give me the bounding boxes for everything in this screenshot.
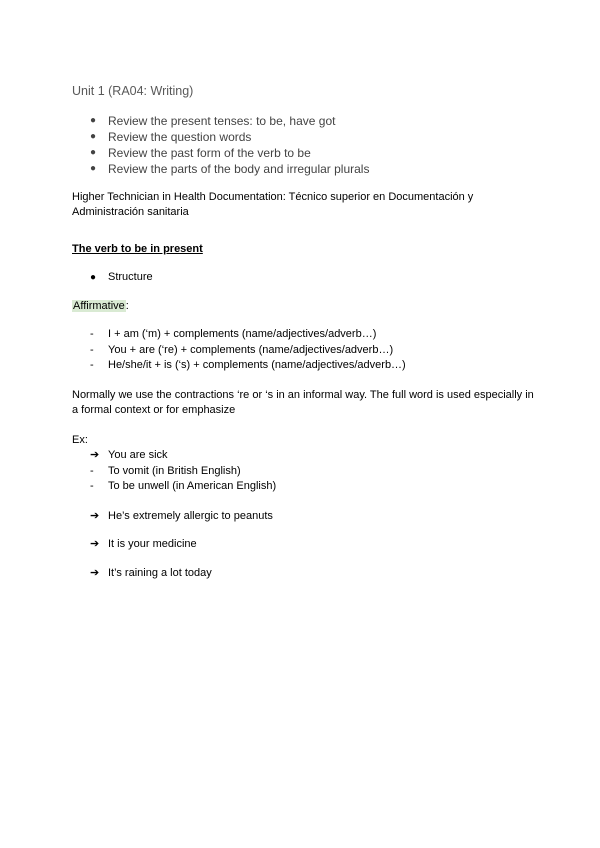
degree-paragraph: Higher Technician in Health Documentation: Técnico superior en Documentación y Administración sanitaria — [72, 190, 474, 218]
list-item — [90, 327, 542, 343]
review-item-text: Review the past form of the verb to be — [108, 145, 311, 160]
example-text: It’s raining a lot today — [108, 566, 212, 579]
example-item — [72, 566, 542, 582]
bullet-icon: ● — [90, 272, 97, 283]
list-item — [90, 479, 542, 495]
review-item-text: Review the present tenses: to be, have got — [108, 113, 336, 128]
list-item — [72, 145, 542, 161]
bullet-icon: ● — [90, 114, 97, 126]
dash-icon: - — [90, 480, 94, 492]
list-item — [90, 343, 542, 359]
structure-item — [72, 270, 542, 286]
list-item — [72, 129, 542, 145]
list-item — [90, 464, 542, 480]
dash-icon: - — [90, 359, 94, 371]
example-text: You are sick — [108, 449, 168, 461]
example-text: It is your medicine — [108, 538, 197, 550]
structure-label: Structure — [108, 271, 153, 283]
affirmative-highlight: Affirmative — [73, 299, 125, 312]
affirmative-rules-list — [72, 327, 542, 374]
contractions-paragraph: Normally we use the contractions ‘re or ‘s in an informal way. The full word is used especially in a formal context or for emphasize — [72, 388, 534, 416]
review-item-text: Review the parts of the body and irregular plurals — [108, 161, 370, 176]
list-item — [90, 358, 542, 374]
affirmative-colon: : — [125, 299, 129, 312]
ex-label: Ex: — [72, 433, 88, 446]
review-list — [72, 113, 542, 177]
affirmative-heading — [72, 299, 542, 315]
rule-text: He/she/it + is (‘s) + complements (name/adjectives/adverb…) — [108, 359, 406, 371]
dash-icon: - — [90, 464, 94, 477]
example-sub-text: To be unwell (in American English) — [108, 480, 277, 492]
example-sub-list — [72, 464, 542, 495]
arrow-icon: ➔ — [90, 566, 100, 579]
example-sub-text: To vomit (in British English) — [108, 464, 241, 477]
dash-icon: - — [90, 328, 94, 340]
arrow-icon: ➔ — [90, 449, 100, 461]
example-item — [72, 537, 542, 553]
example-item — [72, 448, 542, 464]
review-item-text: Review the question words — [108, 129, 252, 144]
rule-text: You + are (‘re) + complements (name/adjectives/adverb…) — [108, 343, 394, 356]
arrow-icon: ➔ — [90, 509, 100, 522]
example-text: He’s extremely allergic to peanuts — [108, 509, 273, 522]
document-title: Unit 1 (RA04: Writing) — [72, 84, 194, 98]
document-page — [72, 84, 542, 581]
rule-text: I + am (‘m) + complements (name/adjectives/adverb…) — [108, 328, 377, 340]
example-item — [72, 509, 542, 525]
arrow-icon: ➔ — [90, 538, 100, 550]
list-item — [72, 161, 542, 177]
dash-icon: - — [90, 343, 94, 356]
bullet-icon: ● — [90, 162, 97, 174]
section-heading: The verb to be in present — [72, 242, 203, 255]
bullet-icon: ● — [90, 146, 97, 158]
list-item — [72, 113, 542, 129]
bullet-icon: ● — [90, 130, 97, 142]
